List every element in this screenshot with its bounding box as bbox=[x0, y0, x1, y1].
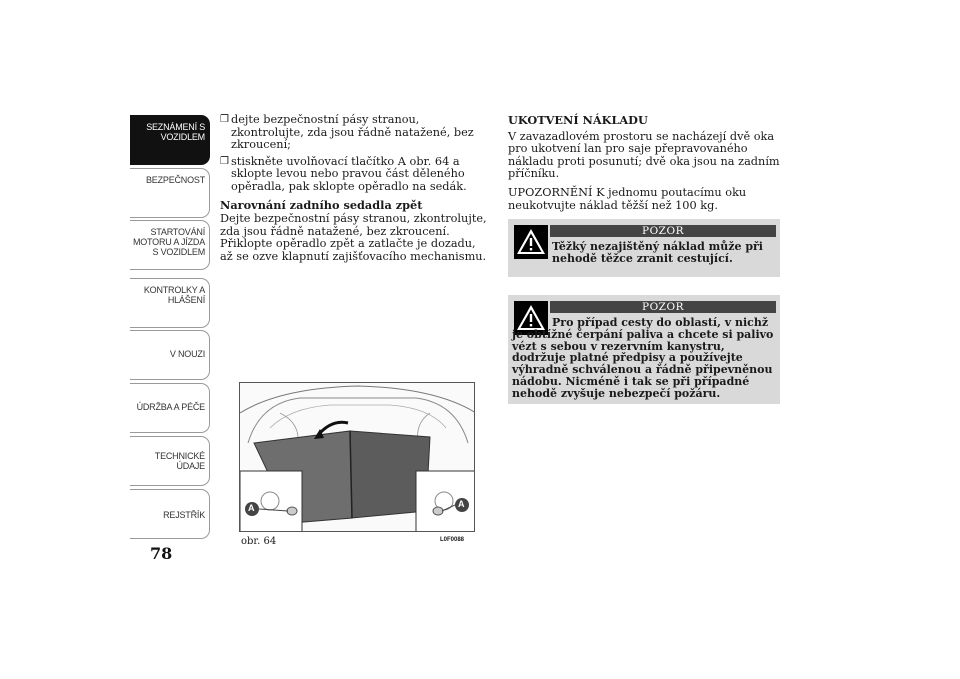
callout-label-a: A bbox=[248, 503, 255, 513]
tab-technicke-udaje[interactable] bbox=[130, 436, 210, 486]
list-item-text: stiskněte uvolňovací tlačítko A obr. 64 a sklopte levou nebo pravou část děleného opěradla, pak sklopte opěradlo na sedák. bbox=[231, 154, 467, 193]
list-item bbox=[220, 114, 490, 152]
warning-text: Pro případ cesty do oblastí, v nichž je obtížné čerpání paliva a chcete si palivo vézt s sebou v rezervním kanystru, dodržuje platné předpisy a používejte výhradně schválenou a řádně připevněnou nádobu. Nicméně i tak se při případné nehodě zvyšuje nebezpečí požáru. bbox=[512, 316, 774, 400]
body-paragraph: Dejte bezpečnostní pásy stranou, zkontrolujte, zda jsou řádně natažené, bez zkroucení. Přiklopte opěradlo zpět a zatlačte je dozadu, až se ozve klapnutí zajišťovacího mechanismu. bbox=[220, 212, 487, 263]
body-paragraph: UPOZORNĚNÍ K jednomu poutacímu oku neukotvujte náklad těžší než 100 kg. bbox=[508, 185, 747, 212]
section-heading: UKOTVENÍ NÁKLADU bbox=[508, 113, 648, 127]
warning-triangle-icon bbox=[514, 225, 548, 259]
warning-text: Těžký nezajištěný náklad může při nehodě těžce zranit cestující. bbox=[552, 240, 763, 265]
figure-rear-seat bbox=[239, 382, 475, 532]
figure-caption: obr. 64 bbox=[241, 536, 277, 547]
section-subheading: Narovnání zadního sedadla zpět bbox=[220, 197, 423, 212]
rear-seat-illustration bbox=[240, 383, 475, 532]
right-column bbox=[508, 114, 780, 218]
warning-title: POZOR bbox=[550, 301, 776, 313]
warning-title: POZOR bbox=[550, 225, 776, 237]
tab-seznameni-s-vozidlem[interactable] bbox=[130, 115, 210, 165]
tab-label: ÚDRŽBA A PÉČE bbox=[136, 402, 205, 412]
tab-label: V NOUZI bbox=[169, 349, 205, 359]
tab-label: KONTROLKY A HLÁŠENÍ bbox=[143, 285, 205, 305]
figure-code: L0F0088 bbox=[440, 537, 465, 543]
warning-box bbox=[508, 219, 780, 277]
body-paragraph: V zavazadlovém prostoru se nacházejí dvě oka pro ukotvení lan pro saje přepravovaného nákladu proti posunutí; dvě oka jsou na zadním příčníku. bbox=[508, 129, 780, 181]
left-column bbox=[220, 114, 490, 270]
tab-label: TECHNICKÉ ÚDAJE bbox=[154, 451, 205, 471]
tab-bezpecnost[interactable] bbox=[130, 168, 210, 218]
tab-label: BEZPEČNOST bbox=[145, 175, 205, 185]
checkbox-bullet-icon: ❒ bbox=[220, 114, 229, 125]
list-item bbox=[220, 156, 490, 194]
checkbox-bullet-icon: ❒ bbox=[220, 155, 229, 167]
tab-label: SEZNÁMENÍ S VOZIDLEM bbox=[146, 122, 205, 142]
list-item-text: dejte bezpečnostní pásy stranou, zkontrolujte, zda jsou řádně natažené, bez zkroucení; bbox=[231, 113, 474, 152]
tab-startovani[interactable] bbox=[130, 220, 210, 270]
tab-label: STARTOVÁNÍ MOTORU A JÍZDA S VOZIDLEM bbox=[132, 227, 205, 257]
tab-kontrolky[interactable] bbox=[130, 278, 210, 328]
tab-label: REJSTŘÍK bbox=[163, 510, 205, 520]
page-number: 78 bbox=[150, 544, 173, 563]
tab-v-nouzi[interactable] bbox=[130, 330, 210, 380]
tab-udrzba[interactable] bbox=[130, 383, 210, 433]
warning-box bbox=[508, 295, 780, 404]
callout-label-a: A bbox=[458, 499, 465, 509]
tab-rejstrik[interactable] bbox=[130, 489, 210, 539]
